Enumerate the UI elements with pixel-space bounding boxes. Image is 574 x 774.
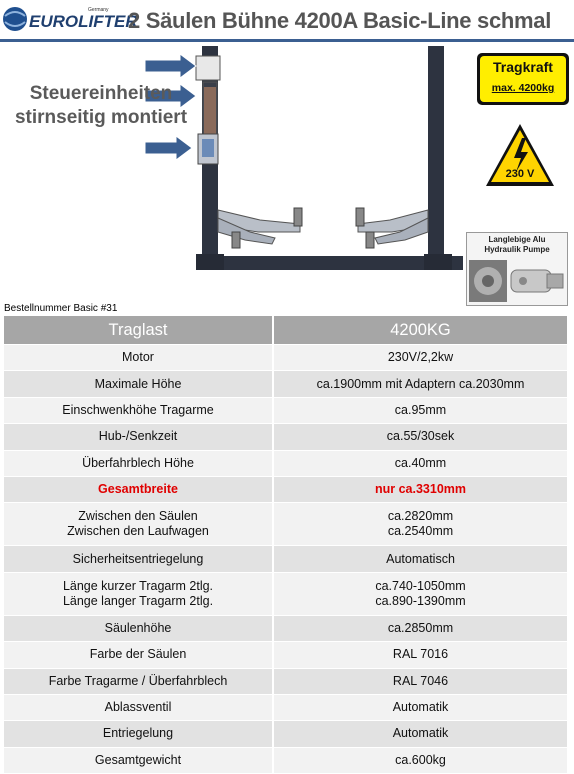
row-value-line: Automatisch (386, 551, 455, 566)
row-label-line: Motor (122, 350, 154, 365)
row-value-line: ca.55/30sek (386, 429, 455, 444)
lift-motor (196, 56, 220, 80)
row-label (4, 747, 274, 773)
row-value (273, 371, 568, 397)
row-label (4, 345, 274, 371)
table-row (4, 694, 569, 720)
row-label (4, 476, 274, 502)
row-value-line: ca.2850mm (387, 620, 454, 635)
table-row (4, 424, 569, 450)
arrow-icon (145, 54, 196, 78)
logo-subtext: Germany (88, 7, 109, 13)
row-label-line: Maximale Höhe (94, 376, 182, 391)
table-row (4, 615, 569, 641)
table-row (4, 503, 569, 546)
row-label-line: Sicherheitsentriegelung (72, 551, 204, 566)
row-value-line: ca.1900mm mit Adaptern ca.2030mm (316, 376, 525, 391)
row-value-line: Automatik (392, 726, 449, 741)
capacity-badge-value: max. 4200kg (491, 82, 555, 94)
row-label-line: Entriegelung (102, 726, 174, 741)
row-value-line: ca.2820mm (387, 509, 454, 524)
order-number: Bestellnummer Basic #31 (4, 303, 118, 314)
row-value-line: ca.740-1050mm (375, 578, 466, 593)
row-label-line: Einschwenkhöhe Tragarme (62, 402, 214, 417)
logo-text: EUROLIFTER (29, 12, 138, 31)
row-value (273, 747, 568, 773)
row-label (4, 721, 274, 747)
capacity-badge-title: Tragkraft (493, 59, 553, 75)
table-row (4, 476, 569, 502)
row-label-line: Farbe Tragarme / Überfahrblech (48, 673, 228, 688)
row-value-line: ca.890-1390mm (375, 593, 466, 608)
table-row (4, 450, 569, 476)
table-header-value: 4200KG (273, 316, 568, 345)
eurolifter-logo (2, 4, 138, 34)
pump-caption (467, 235, 567, 255)
row-value (273, 694, 568, 720)
row-label-line: Überfahrblech Höhe (82, 455, 194, 470)
table-row (4, 668, 569, 694)
table-row (4, 546, 569, 572)
table-row (4, 397, 569, 423)
row-label-line: Zwischen den Säulen (78, 509, 198, 524)
row-label (4, 546, 274, 572)
table-row (4, 572, 569, 615)
row-label (4, 371, 274, 397)
pump-image (466, 232, 568, 306)
row-value (273, 450, 568, 476)
row-value-line: 230V/2,2kw (387, 350, 454, 365)
warning-sign-label: 230 V (505, 168, 535, 180)
row-value (273, 345, 568, 371)
table-header-row (4, 316, 569, 345)
pump-icon (467, 256, 567, 304)
capacity-badge (477, 53, 569, 105)
pump-caption-line: Langlebige Alu (488, 235, 546, 244)
row-label (4, 572, 274, 615)
row-value (273, 424, 568, 450)
arrow-icon (145, 136, 192, 160)
table-row (4, 371, 569, 397)
table-row (4, 747, 569, 773)
header (0, 0, 574, 40)
row-value-line: RAL 7046 (392, 673, 449, 688)
pump-caption-line: Hydraulik Pumpe (484, 245, 550, 254)
row-label (4, 694, 274, 720)
warning-sign (484, 122, 556, 188)
side-note-line: Steuereinheiten (29, 83, 173, 104)
row-label (4, 450, 274, 476)
row-value (273, 615, 568, 641)
row-label-line: Gesamtbreite (98, 482, 178, 497)
row-value-line: RAL 7016 (392, 647, 449, 662)
page-title: 2 Säulen Bühne 4200A Basic-Line schmal (128, 8, 552, 33)
row-value-line: Automatik (392, 700, 449, 715)
row-label-line: Ablassventil (104, 700, 172, 715)
row-value-line: ca.40mm (394, 455, 447, 470)
side-note-line: stirnseitig montiert (14, 107, 188, 128)
spec-table (3, 315, 569, 774)
side-note (6, 82, 196, 130)
row-value-line: ca.95mm (394, 402, 447, 417)
row-label-line: Hub-/Senkzeit (98, 429, 178, 444)
row-value (273, 503, 568, 546)
row-value (273, 668, 568, 694)
row-label (4, 424, 274, 450)
row-label (4, 397, 274, 423)
row-label-line: Gesamtgewicht (94, 752, 182, 767)
row-value (273, 397, 568, 423)
row-value (273, 476, 568, 502)
row-label-line: Länge kurzer Tragarm 2tlg. (62, 578, 214, 593)
row-label-line: Länge langer Tragarm 2tlg. (62, 593, 214, 608)
row-label-line: Zwischen den Laufwagen (67, 524, 209, 539)
hero-section (0, 42, 574, 304)
lift-base-plate (197, 256, 463, 270)
row-label (4, 668, 274, 694)
table-row (4, 721, 569, 747)
row-value (273, 642, 568, 668)
row-value-line: ca.600kg (395, 752, 446, 767)
table-row (4, 642, 569, 668)
row-label-line: Säulenhöhe (104, 620, 172, 635)
lift-column-right (428, 46, 444, 268)
row-label (4, 503, 274, 546)
table-row (4, 345, 569, 371)
row-label (4, 642, 274, 668)
row-value (273, 546, 568, 572)
row-value-line: nur ca.3310mm (374, 482, 467, 497)
row-value (273, 721, 568, 747)
row-value (273, 572, 568, 615)
row-label-line: Farbe der Säulen (89, 647, 187, 662)
row-value-line: ca.2540mm (387, 524, 454, 539)
row-label (4, 615, 274, 641)
table-header-label: Traglast (4, 316, 274, 345)
